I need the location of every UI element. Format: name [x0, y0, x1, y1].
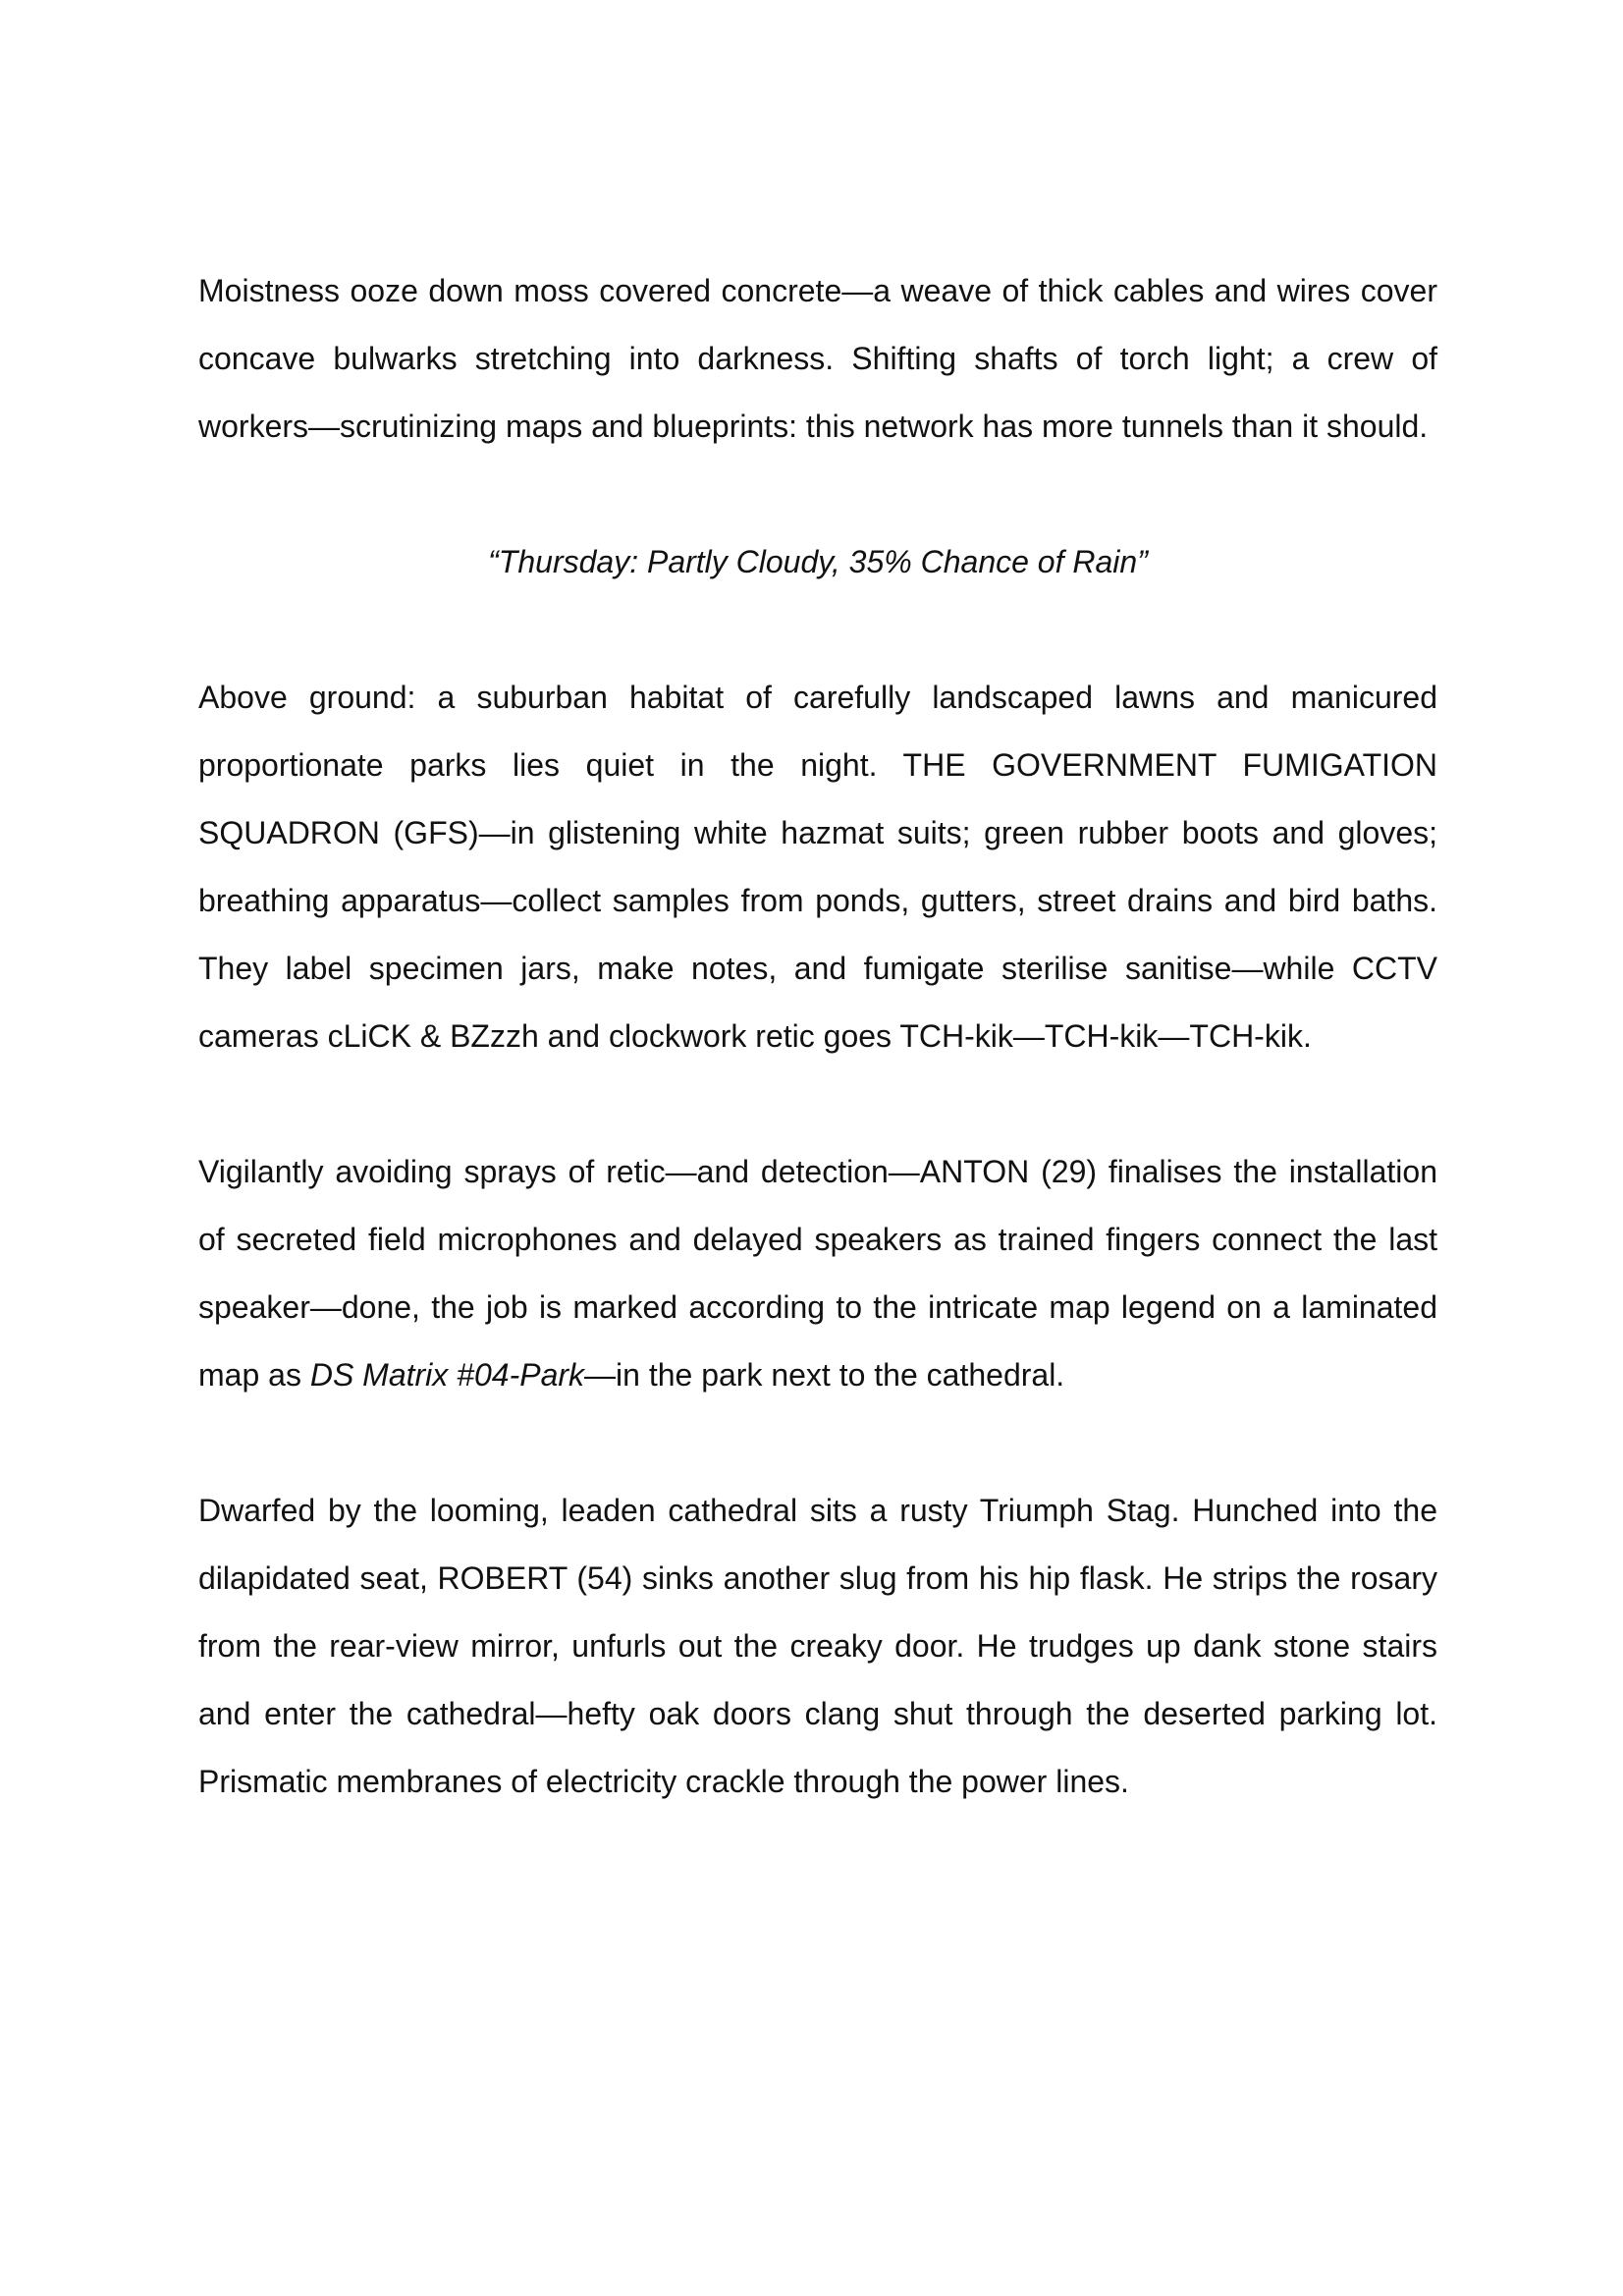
- paragraph-anton: [198, 1138, 1437, 1409]
- paragraph-above-ground: Above ground: a suburban habitat of carefully landscaped lawns and manicured proportionate parks lies quiet in the night. THE GOVERNMENT FUMIGATION SQUADRON (GFS)—in glistening white hazmat suits; green rubber boots and gloves; breathing apparatus—collect samples from ponds, gutters, street drains and bird baths. They label specimen jars, make notes, and fumigate sterilise sanitise—while CCTV cameras cLiCK & BZzzh and clockwork retic goes TCH-kik—TCH-kik—TCH-kik.: [198, 680, 1437, 1054]
- paragraph-anton-text-start: Vigilantly avoiding sprays of retic—and detection—ANTON (29) finalises the installation of secreted field microphones and delayed speakers as trained fingers connect the last speaker—done, the job is marked according to the intricate map legend on a laminated map as: [198, 1154, 1437, 1393]
- paragraph-robert: Dwarfed by the looming, leaden cathedral sits a rusty Triumph Stag. Hunched into the dilapidated seat, ROBERT (54) sinks another slug from his hip flask. He strips the rosary from the rear-view mirror, unfurls out the creaky door. He trudges up dank stone stairs and enter the cathedral—hefty oak doors clang shut through the deserted parking lot. Prismatic membranes of electricity crackle through the power lines.: [198, 1493, 1437, 1799]
- document-body: [198, 257, 1437, 1884]
- paragraph-anton-text-end: —in the park next to the cathedral.: [584, 1357, 1065, 1393]
- map-reference: DS Matrix #04-Park: [309, 1357, 585, 1393]
- paragraph-tunnels: Moistness ooze down moss covered concrete—a weave of thick cables and wires cover concave bulwarks stretching into darkness. Shifting shafts of torch light; a crew of workers—scrutinizing maps and blueprints: this network has more tunnels than it should.: [198, 273, 1437, 444]
- weather-heading: “Thursday: Partly Cloudy, 35% Chance of Rain”: [488, 544, 1148, 579]
